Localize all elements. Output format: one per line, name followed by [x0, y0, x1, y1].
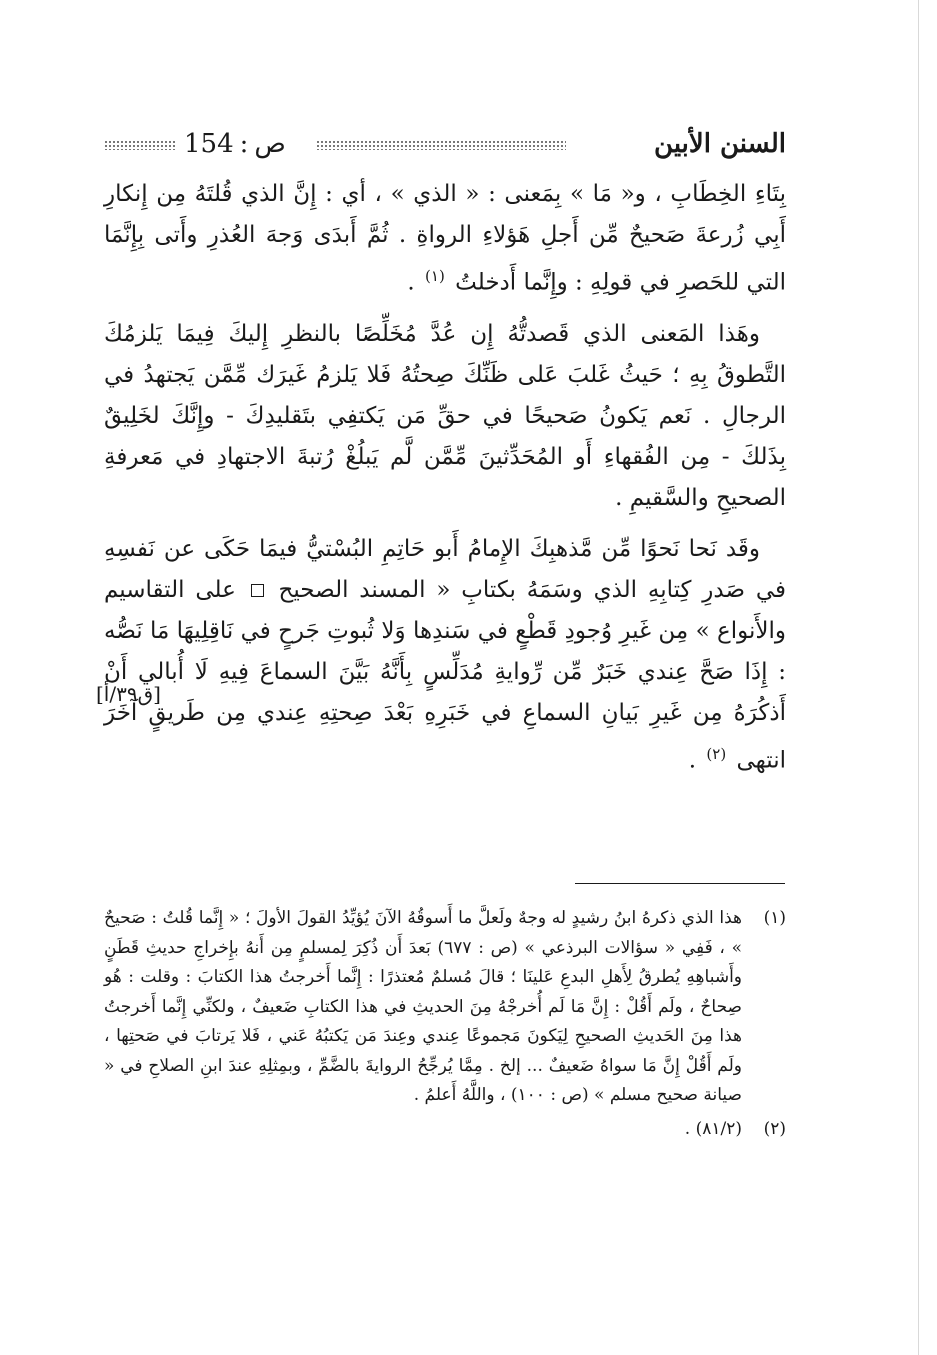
paragraph-3-text-a: وقَد نَحا نَحوًا مِّن مَّذهبِكَ الإِمامُ أَبو حَاتِمِ البُسْتيُّ فيمَا حَكَى عن نَفسِهِ في صَدرِ كِتابِهِ الذي وسَمَهُ بكتابِ « المسند الصحيح: [104, 535, 787, 603]
square-symbol-icon: [251, 584, 264, 597]
footnote-ref-1: (١): [425, 267, 445, 285]
page-abbrev: ص: [254, 129, 286, 159]
header-dotted-rule-left: [104, 140, 176, 150]
footnote-1: [104, 904, 786, 1111]
page-separator: :: [239, 129, 249, 159]
book-title: السنن الأبين: [654, 129, 786, 159]
paragraph-3-text-b: على التقاسيم والأَنواع » مِن غَيرِ وُجودِ قَطْعٍ في سَندِها وَلا ثُبوتِ جَرحٍ في نَاقِلِيهَا مَا نَصُّه : إِذَا صَحَّ عِندي خَبَرٌ مِّن رِّوايةِ مُدَلِّسٍ بِأَنَّهُ بَيَّنَ السماعَ فِيهِ لَا أُبالي أَنْ أَذكُرَهُ مِن غَيرِ بَيانِ السماعِ في خَبَرِهِ بَعْدَ صِحتِهِ عِندي مِن طَريقٍ آخَرَ انتهى: [104, 576, 786, 774]
footnotes: [104, 904, 786, 1144]
footnote-number: (١): [763, 908, 786, 928]
page-number: 154: [184, 129, 234, 159]
paragraph-3: [104, 529, 786, 782]
main-text: [104, 174, 786, 781]
paragraph-1-text: بِتَاءِ الخِطَابِ ، و« مَا » بِمَعنى : « الذي » ، أي : إِنَّ الذي قُلتَهُ مِن إِنكارِ أَبِي زُرعةَ صَحيحٌ مِّن أَجلِ هَؤلاءِ الرواةِ . ثُمَّ أَبدَى وَجهَ العُذرِ وأَتى بِإِنَّمَا التي للحَصرِ في قولِهِ : وإِنَّما أَدخلتُ: [104, 181, 786, 296]
footnote-2: [104, 1115, 786, 1145]
header-dotted-rule-right: [316, 140, 566, 150]
paragraph-3-end: .: [688, 747, 697, 774]
footnote-ref-2: (٢): [706, 744, 727, 763]
footnote-separator: [575, 883, 785, 884]
footnote-text: هذا الذي ذكرهُ ابنُ رشيدٍ له وجهٌ ولَعلَّ ما أَسوقُهُ الآنَ يُؤيِّدُ القولَ الأولَ ؛ « إِنَّما قُلتُ : صَحيحٌ » ، فَفِي « سؤالات البرذعي » (ص : ٦٧٧) بَعدَ أَن ذُكِرَ لِمسلمٍ مِن أَنهُ بإِخراجِ حديثِ قَطَنٍ وأَشباهِهِ يُطرقُ لِأَهلِ البدعِ عَلينَا ؛ قالَ مُسلمٌ مُعتذرًا : إِنَّما أَخرجتُ هذا الكتابَ : وقلت : هُو صِحاحٌ ، ولَم أَقُلْ : إِنَّ مَا لَم أُخرجْهُ مِنَ الحديثِ في هذا الكتابِ ضَعيفٌ ، ولكنِّي إِنَّما أَخرجتُ هذا مِنَ الحَديثِ الصحيحِ لِيَكونَ مَجموعًا عِندي وعِندَ مَن يَكتبُهُ عَني ، فَلا يَرتابَ في صَحتِها ، ولَم أَقُلْ إِنَّ مَا سواهُ ضَعيفٌ ... إلخ . مِمَّا يُرجِّحُ الروايةَ بالضَّمِّ ، وبمِثلِهِ عندَ ابنِ الصلاحِ في « صيانة صحيح مسلم » (ص : ١٠٠) ، واللَّهُ أَعلمُ .: [104, 908, 742, 1105]
page-header: [104, 128, 786, 164]
page-number-label: [184, 128, 286, 160]
footnote-number: (٢): [763, 1118, 786, 1139]
manuscript-folio-note: [ق٣٩/أ]: [96, 682, 161, 706]
paragraph-2: وهَذا المَعنى الذي قَصدتُّهُ إِن عُدَّ مُخَلِّصًا بالنظرِ إِليكَ فِيمَا يَلزمُكَ التَّطوقُ بِهِ ؛ حَيثُ غَلبَ عَلى ظَنِّكَ صِحتُهُ فَلا يَلزمُ غَيرَك مِّمَّن يَجتهدُ في الرجالِ . نَعم يَكونُ صَحيحًا في حقِّ مَن يَكتفِي بتَقليدِكَ - وإِنَّكَ لخَلِيقٌ بِذَلكَ - مِن الفُقهاءِ أَو المُحَدِّثينَ مِّمَّن لَّم يَبلُغْ رُتبةَ الاجتهادِ في مَعرفةِ الصحيحِ والسَّقيمِ .: [104, 320, 786, 511]
paragraph-1: [104, 174, 786, 304]
footnote-text: (٨١/٢) .: [684, 1118, 742, 1139]
paragraph-1-end: .: [407, 269, 415, 296]
page-edge-line: [918, 0, 919, 1355]
